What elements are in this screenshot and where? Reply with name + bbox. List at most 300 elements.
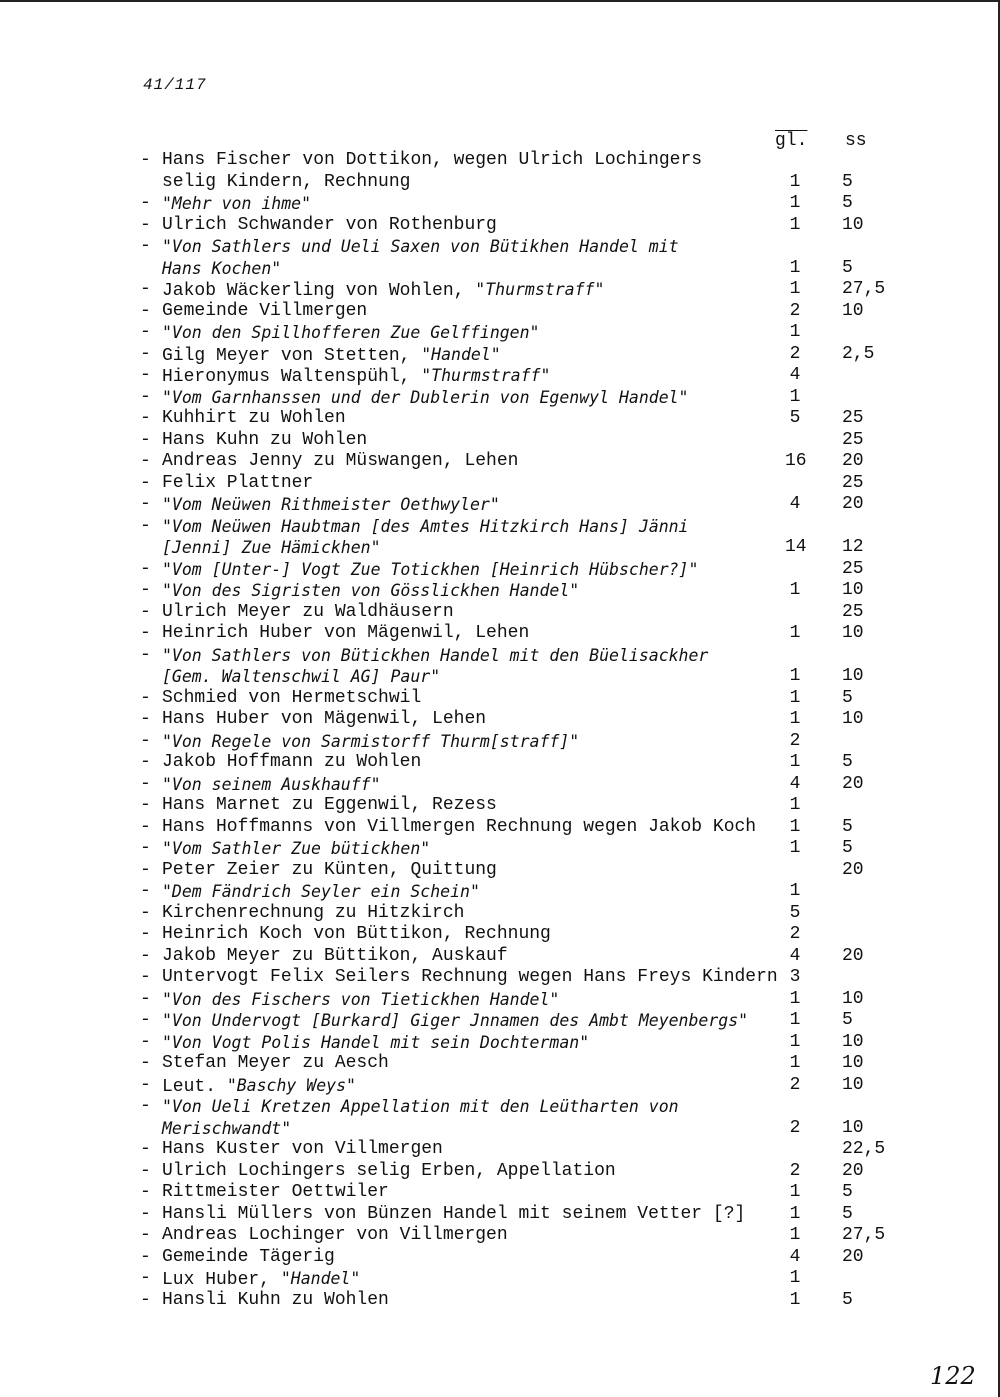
entry-quote: "Von seinem Auskhauff"	[162, 774, 381, 794]
entry-quote: Hans Kochen"	[162, 258, 282, 278]
entry-name: Schmied von Hermetschwil	[162, 687, 422, 708]
entry-text	[162, 1096, 679, 1120]
entry-ss-value: 10	[842, 623, 864, 643]
entry-gl-value: 5	[789, 408, 801, 428]
entry-row	[140, 344, 900, 366]
entry-name: Gemeinde Villmergen	[162, 300, 368, 321]
entry-text	[162, 494, 500, 518]
entry-text	[162, 838, 430, 862]
entry-text	[162, 559, 698, 583]
entry-row	[140, 838, 900, 860]
entry-gl-value: 1	[789, 1010, 801, 1030]
entry-name: Kirchenrechnung zu Hitzkirch	[162, 902, 465, 923]
entry-gl-value: 4	[789, 773, 801, 794]
entry-name: Ulrich Meyer zu Waldhäusern	[162, 601, 454, 622]
entry-dash: -	[140, 515, 151, 536]
entry-dash: -	[140, 967, 151, 987]
entry-dash: -	[140, 279, 151, 299]
entry-name: Rittmeister Oettwiler	[162, 1182, 389, 1202]
entry-quote: [Jenni] Zue Hämickhen"	[162, 538, 381, 557]
entry-text	[162, 408, 346, 430]
entry-row	[140, 1247, 900, 1269]
entry-gl-value: 4	[789, 1246, 801, 1267]
entry-row	[140, 1182, 900, 1204]
entry-ss-value: 5	[842, 687, 853, 708]
entry-gl-value: 1	[789, 193, 801, 213]
entry-ss-value: 20	[842, 451, 864, 471]
entry-text	[162, 1268, 360, 1292]
entry-gl-value: 16	[785, 451, 807, 471]
entry-text	[162, 752, 421, 774]
entry-quote: "Von Vogt Polis Handel mit sein Dochterman"	[162, 1032, 590, 1052]
entry-row	[140, 1096, 900, 1118]
entry-dash: -	[140, 601, 151, 622]
entry-row	[140, 580, 900, 602]
entry-text	[162, 1032, 589, 1056]
entry-row	[140, 1161, 900, 1183]
entry-name: Hans Huber von Mägenwil, Lehen	[162, 709, 487, 729]
entry-gl-value: 1	[789, 386, 801, 407]
entry-gl-value: 1	[789, 1182, 801, 1202]
entry-row	[140, 1268, 900, 1290]
entry-row	[140, 774, 900, 796]
entry-quote: "Von des Fischers von Tietickhen Handel"	[162, 989, 560, 1009]
entry-name: Hans Fischer von Dottikon, wegen Ulrich Lochingers	[162, 150, 703, 170]
entry-text	[162, 774, 381, 798]
entry-text	[162, 1225, 508, 1247]
entry-name: Andreas Jenny zu Müswangen, Lehen	[162, 451, 519, 471]
entry-gl-value: 5	[789, 902, 801, 923]
entry-text	[162, 1010, 748, 1034]
entry-name: Ulrich Schwander von Rothenburg	[162, 214, 497, 235]
entry-text	[162, 1247, 335, 1269]
entry-dash: -	[140, 214, 151, 235]
column-header-ss: ss	[845, 131, 867, 151]
entry-ss-value: 20	[842, 859, 864, 880]
entry-ss-value: 22,5	[842, 1139, 886, 1159]
entry-text	[162, 215, 497, 237]
entry-ss-value: 5	[842, 193, 853, 213]
entry-text	[162, 150, 702, 172]
entry-quote: "Vom Neüwen Rithmeister Oethwyler"	[162, 495, 500, 514]
entry-dash: -	[140, 451, 151, 471]
entry-ss-value: 5	[842, 1289, 853, 1310]
entry-dash: -	[140, 322, 151, 342]
entry-text	[162, 537, 381, 561]
entry-dash: -	[140, 752, 151, 772]
entry-gl-value: 1	[789, 1031, 801, 1052]
entry-row	[140, 408, 900, 430]
entry-text	[162, 193, 311, 217]
entry-row	[140, 645, 900, 667]
entry-quote: "Von Undervogt [Burkard] Giger Jnnamen des Ambt Meyenbergs"	[162, 1011, 749, 1030]
entry-ss-value: 25	[842, 558, 864, 579]
entry-name: Gilg Meyer von Stetten,	[162, 345, 422, 366]
entry-dash: -	[140, 1010, 151, 1030]
entry-quote: Merischwandt"	[162, 1118, 292, 1138]
entry-text	[162, 279, 604, 303]
entry-dash: -	[140, 795, 151, 815]
entry-row	[140, 1118, 900, 1140]
entry-dash: -	[140, 1225, 151, 1245]
entry-dash: -	[140, 386, 151, 407]
entry-ss-value: 27,5	[842, 279, 886, 299]
entry-row	[140, 365, 900, 387]
entry-ss-value: 10	[842, 214, 864, 235]
entry-dash: -	[140, 1289, 151, 1310]
entry-quote: [Gem. Waltenschwil AG] Paur"	[162, 667, 441, 686]
entry-row	[140, 752, 900, 774]
entry-gl-value: 2	[789, 343, 801, 364]
entry-dash: -	[140, 1182, 151, 1202]
entry-quote: "Handel"	[280, 1269, 361, 1288]
entry-gl-value: 14	[785, 537, 807, 557]
entry-quote: "Baschy Weys"	[226, 1075, 356, 1095]
entry-name: Leut.	[162, 1076, 227, 1097]
entry-text	[162, 1075, 356, 1099]
entry-text	[162, 1139, 443, 1161]
entry-row	[140, 1032, 900, 1054]
entry-row	[140, 903, 900, 925]
entry-row	[140, 967, 900, 989]
entry-name: Kuhhirt zu Wohlen	[162, 408, 346, 428]
entry-gl-value: 1	[789, 666, 801, 686]
entry-ss-value: 25	[842, 601, 864, 622]
entry-gl-value: 2	[789, 730, 801, 751]
entry-row	[140, 473, 900, 495]
entry-gl-value: 1	[789, 881, 801, 901]
entry-gl-value: 1	[789, 1225, 801, 1245]
entry-name: Hans Kuhn zu Wohlen	[162, 429, 368, 450]
entry-ss-value: 20	[842, 1160, 864, 1181]
entry-text	[162, 516, 689, 540]
entry-quote: "Handel"	[421, 344, 501, 364]
entry-text	[162, 1118, 291, 1142]
page-edge-top	[0, 0, 1000, 2]
entry-name: Hans Hoffmanns von Villmergen Rechnung wegen Jakob Koch	[162, 816, 757, 837]
entry-text	[162, 580, 579, 604]
entry-name: Lux Huber,	[162, 1270, 281, 1290]
entry-gl-value: 1	[789, 322, 801, 342]
entry-dash: -	[140, 429, 151, 450]
entry-name: Hansli Müllers von Bünzen Handel mit seinem Vetter [?]	[162, 1203, 746, 1224]
entry-quote: "Von Sathlers und Ueli Saxen von Bütikhen Handel mit	[162, 237, 679, 256]
entry-ss-value: 20	[842, 494, 864, 514]
entry-ss-value: 5	[842, 838, 853, 858]
entry-quote: "Von Sathlers von Bütickhen Handel mit den Büelisackher	[162, 645, 709, 665]
entry-ss-value: 5	[842, 1203, 853, 1224]
entry-text	[162, 430, 367, 452]
entry-row	[140, 537, 900, 559]
entry-gl-value: 2	[789, 300, 801, 321]
entry-ss-value: 5	[842, 1182, 853, 1202]
entry-text	[162, 301, 367, 323]
entry-ss-value: 5	[842, 752, 853, 772]
entry-row	[140, 860, 900, 882]
entry-quote: "Von des Sigristen von Gösslickhen Handel"	[162, 581, 580, 600]
entry-row	[140, 301, 900, 323]
entry-name: Hans Marnet zu Eggenwil, Rezess	[162, 795, 497, 815]
entry-row	[140, 1053, 900, 1075]
entry-text	[162, 924, 551, 946]
entry-gl-value: 4	[789, 365, 801, 385]
entry-ss-value: 10	[842, 1031, 864, 1052]
entry-ss-value: 27,5	[842, 1225, 886, 1245]
entry-text	[162, 881, 480, 905]
entry-dash: -	[140, 859, 151, 880]
entry-gl-value: 1	[789, 795, 801, 815]
entry-gl-value: 1	[789, 1053, 801, 1073]
entry-gl-value: 1	[789, 1268, 801, 1288]
entry-ss-value: 2,5	[842, 343, 875, 364]
entry-quote: "Vom Neüwen Haubtman [des Amtes Hitzkirch Hans] Jänni	[162, 516, 689, 536]
entry-dash: -	[140, 709, 151, 729]
entry-text	[162, 817, 756, 839]
entry-gl-value: 1	[789, 709, 801, 729]
entry-ss-value: 5	[842, 816, 853, 837]
entry-row	[140, 817, 900, 839]
entry-text	[162, 1053, 389, 1075]
entry-dash: -	[140, 881, 151, 901]
entry-dash: -	[140, 1074, 151, 1095]
entry-dash: -	[140, 623, 151, 643]
entry-text	[162, 1204, 745, 1226]
entry-row	[140, 881, 900, 903]
entry-text	[162, 688, 421, 710]
entry-name: Heinrich Huber von Mägenwil, Lehen	[162, 623, 530, 643]
entry-dash: -	[140, 945, 151, 966]
entry-text	[162, 344, 501, 368]
entry-ss-value: 20	[842, 773, 864, 794]
entry-dash: -	[140, 193, 151, 213]
entry-row	[140, 623, 900, 645]
entry-text	[162, 903, 464, 925]
entry-name: selig Kindern, Rechnung	[162, 171, 411, 192]
entry-row	[140, 279, 900, 301]
entry-dash: -	[140, 1031, 151, 1052]
entry-dash: -	[140, 343, 151, 364]
entry-dash: -	[140, 236, 151, 256]
entry-row	[140, 322, 900, 344]
entry-dash: -	[140, 494, 151, 514]
entry-dash: -	[140, 902, 151, 923]
entry-row	[140, 172, 900, 194]
entry-row	[140, 494, 900, 516]
entry-name: Jakob Wäckerling von Wohlen,	[162, 281, 476, 301]
entry-quote: "Dem Fändrich Seyler ein Schein"	[162, 882, 480, 901]
entry-name: Hieronymus Waltenspühl,	[162, 367, 422, 387]
entry-gl-value: 1	[789, 623, 801, 643]
entry-gl-value: 1	[789, 580, 801, 600]
entry-text	[162, 365, 550, 389]
entry-text	[162, 387, 689, 411]
entry-ss-value: 5	[842, 1010, 853, 1030]
entry-row	[140, 666, 900, 688]
entry-dash: -	[140, 838, 151, 858]
entry-row	[140, 236, 900, 258]
entry-dash: -	[140, 988, 151, 1009]
entry-gl-value: 1	[789, 257, 801, 278]
entry-gl-value: 1	[789, 988, 801, 1009]
entry-row	[140, 215, 900, 237]
entry-row	[140, 387, 900, 409]
entry-dash: -	[140, 472, 151, 493]
entry-text	[162, 967, 778, 989]
entry-dash: -	[140, 644, 151, 665]
entry-name: Gemeinde Tägerig	[162, 1246, 335, 1267]
entry-name: Jakob Hoffmann zu Wohlen	[162, 752, 422, 772]
entry-row	[140, 430, 900, 452]
entry-gl-value: 1	[789, 279, 801, 299]
entry-row	[140, 709, 900, 731]
entry-dash: -	[140, 1246, 151, 1267]
entry-text	[162, 1182, 389, 1204]
entry-row	[140, 688, 900, 710]
entry-text	[162, 731, 579, 755]
entry-gl-value: 1	[789, 816, 801, 837]
entry-row	[140, 795, 900, 817]
entry-quote: "Thurmstraff"	[475, 280, 605, 299]
entry-text	[162, 645, 708, 669]
entry-text	[162, 322, 540, 346]
entry-ss-value: 10	[842, 666, 864, 686]
entry-gl-value: 2	[789, 1074, 801, 1095]
entry-text	[162, 666, 440, 690]
entry-name: Felix Plattner	[162, 472, 314, 493]
entry-text	[162, 258, 281, 282]
entry-row	[140, 193, 900, 215]
column-header-gl: gl.	[775, 131, 808, 151]
entry-name: Andreas Lochinger von Villmergen	[162, 1225, 508, 1245]
entry-text	[162, 709, 486, 731]
page-number: 122	[930, 1362, 976, 1390]
entry-ss-value: 20	[842, 945, 864, 966]
entry-name: Peter Zeier zu Künten, Quittung	[162, 859, 497, 880]
entry-ss-value: 5	[842, 171, 853, 192]
entry-dash: -	[140, 924, 151, 944]
entry-ss-value: 10	[842, 300, 864, 321]
entry-gl-value: 1	[789, 838, 801, 858]
entry-ss-value: 10	[842, 988, 864, 1009]
entry-text	[162, 795, 497, 817]
entry-row	[140, 1075, 900, 1097]
entry-gl-value: 1	[789, 687, 801, 708]
entry-row	[140, 258, 900, 280]
entry-name: Hans Kuster von Villmergen	[162, 1139, 443, 1159]
entry-quote: "Vom Garnhanssen und der Dublerin von Egenwyl Handel"	[162, 387, 689, 407]
entry-gl-value: 1	[789, 752, 801, 772]
entry-list	[140, 150, 900, 1311]
entry-row	[140, 1204, 900, 1226]
entry-dash: -	[140, 1053, 151, 1073]
entry-text	[162, 236, 679, 260]
entry-row	[140, 516, 900, 538]
entry-gl-value: 3	[789, 967, 801, 987]
entry-ss-value: 10	[842, 580, 864, 600]
entry-dash: -	[140, 580, 151, 600]
entry-dash: -	[140, 1139, 151, 1159]
entry-name: Untervogt Felix Seilers Rechnung wegen Hans Freys Kindern	[162, 967, 778, 987]
entry-row	[140, 602, 900, 624]
entry-text	[162, 623, 529, 645]
entry-ss-value: 12	[842, 537, 864, 557]
entry-row	[140, 150, 900, 172]
entry-text	[162, 1290, 389, 1312]
entry-dash: -	[140, 1268, 151, 1288]
entry-name: Jakob Meyer zu Büttikon, Auskauf	[162, 945, 508, 966]
entry-gl-value: 1	[789, 1289, 801, 1310]
entry-text	[162, 602, 454, 624]
entry-quote: "Vom Sathler Zue bütickhen"	[162, 839, 431, 858]
document-reference: 41/117	[143, 76, 207, 94]
entry-ss-value: 10	[842, 1074, 864, 1095]
entry-ss-value: 25	[842, 472, 864, 493]
entry-text	[162, 860, 497, 882]
entry-ss-value: 25	[842, 408, 864, 428]
entry-text	[162, 451, 518, 473]
entry-quote: "Von Regele von Sarmistorff Thurm[straff]"	[162, 731, 580, 751]
entry-text	[162, 946, 508, 968]
entry-ss-value: 10	[842, 1117, 864, 1138]
entry-text	[162, 989, 559, 1013]
entry-name: Hansli Kuhn zu Wohlen	[162, 1289, 389, 1310]
entry-gl-value: 2	[789, 1117, 801, 1138]
entry-ss-value: 20	[842, 1246, 864, 1267]
entry-name: Stefan Meyer zu Aesch	[162, 1053, 389, 1073]
entry-dash: -	[140, 730, 151, 751]
entry-dash: -	[140, 687, 151, 708]
entry-ss-value: 10	[842, 1053, 864, 1073]
entry-dash: -	[140, 1203, 151, 1224]
entry-gl-value: 4	[789, 494, 801, 514]
entry-quote: "Von Ueli Kretzen Appellation mit den Leütharten von	[162, 1097, 679, 1116]
entry-dash: -	[140, 558, 151, 579]
entry-text	[162, 473, 313, 495]
entry-gl-value: 1	[789, 171, 801, 192]
entry-ss-value: 25	[842, 429, 864, 450]
entry-dash: -	[140, 408, 151, 428]
entry-dash: -	[140, 365, 151, 385]
entry-text	[162, 172, 410, 194]
entry-text	[162, 1161, 616, 1183]
entry-dash: -	[140, 150, 151, 170]
entry-gl-value: 2	[789, 924, 801, 944]
entry-row	[140, 1010, 900, 1032]
entry-gl-value: 1	[789, 1203, 801, 1224]
entry-dash: -	[140, 300, 151, 321]
entry-gl-value: 2	[789, 1160, 801, 1181]
entry-row	[140, 559, 900, 581]
entry-name: Ulrich Lochingers selig Erben, Appellation	[162, 1160, 616, 1181]
entry-gl-value: 1	[789, 214, 801, 235]
entry-row	[140, 1290, 900, 1312]
entry-gl-value: 4	[789, 945, 801, 966]
entry-row	[140, 1139, 900, 1161]
entry-row	[140, 731, 900, 753]
entry-quote: "Mehr von ihme"	[162, 194, 312, 213]
entry-dash: -	[140, 773, 151, 794]
entry-name: Heinrich Koch von Büttikon, Rechnung	[162, 924, 551, 944]
entry-dash: -	[140, 1160, 151, 1181]
entry-row	[140, 989, 900, 1011]
entry-row	[140, 946, 900, 968]
entry-ss-value: 5	[842, 257, 853, 278]
entry-dash: -	[140, 1096, 151, 1116]
entry-quote: "Thurmstraff"	[421, 366, 551, 385]
entry-ss-value: 10	[842, 709, 864, 729]
entry-row	[140, 451, 900, 473]
entry-row	[140, 1225, 900, 1247]
